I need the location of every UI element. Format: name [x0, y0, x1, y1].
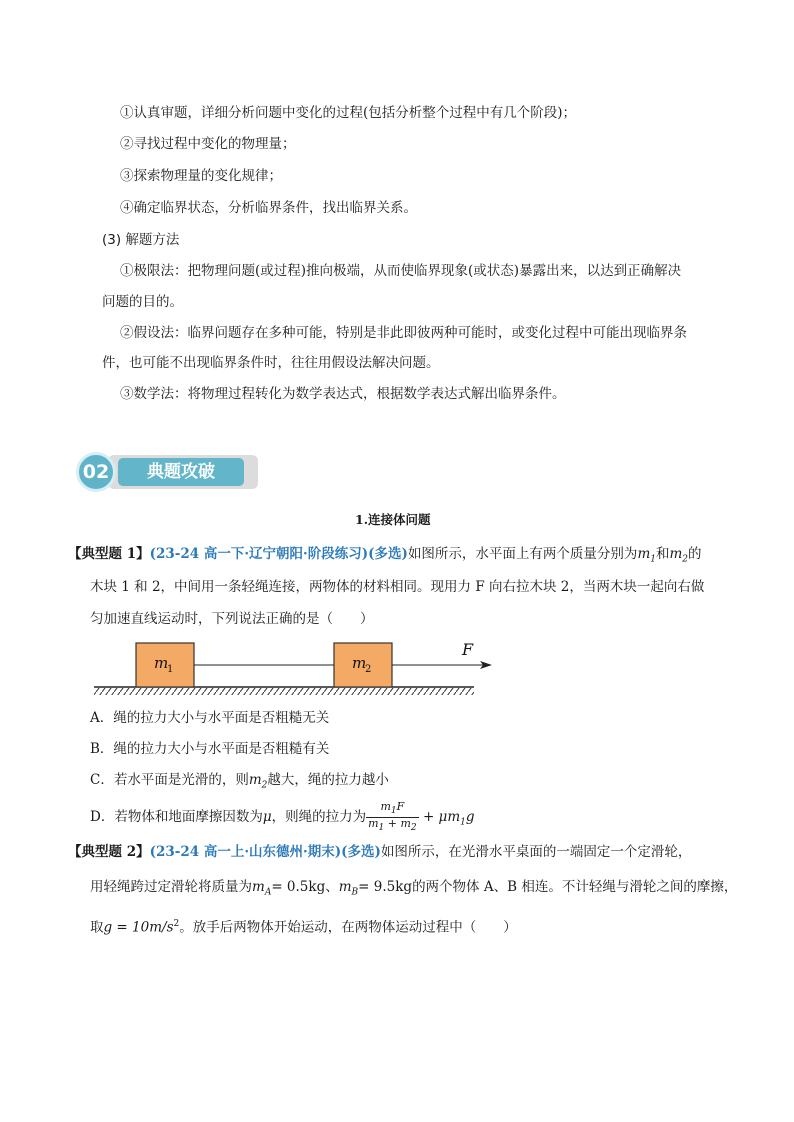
q1-figure	[90, 636, 510, 702]
block-1-sub: 1	[167, 664, 174, 675]
q2-sep: 、	[325, 879, 339, 895]
ground-hatch	[94, 688, 474, 695]
q2-ma-value: = 0.5kg	[271, 879, 326, 895]
section-number: 02	[76, 452, 116, 492]
section-tab	[108, 455, 258, 489]
step-1: ①认真审题，详细分析问题中变化的过程(包括分析整个过程中有几个阶段)；	[120, 105, 577, 121]
q2-line3-b: 。放手后两物体开始运动，在两物体运动过程中（ ）	[179, 919, 517, 936]
step-4: ④确定临界状态，分析临界条件，找出临界关系。	[120, 200, 417, 216]
q1-option-d-tail: + $\mu m_1g$	[418, 809, 475, 828]
q1-text-b: 的	[688, 546, 702, 562]
method-1-line2: 问题的目的。	[102, 294, 183, 310]
q1-line1	[68, 544, 702, 570]
q1-m2: $m_2$	[669, 546, 689, 565]
q1-option-c-b: 越大，绳的拉力越小	[267, 772, 389, 788]
q1-option-c	[90, 770, 389, 796]
step-3: ③探索物理量的变化规律；	[120, 168, 282, 184]
q1-option-c-m2: $m_2$	[248, 772, 268, 791]
block-2-sub: 2	[365, 664, 372, 675]
methods-heading: (3) 解题方法	[102, 232, 180, 248]
q2-type: (多选)	[341, 844, 381, 860]
method-2-line1: ②假设法：临界问题存在多种可能，特别是非此即彼两种可能时，或变化过程中可能出现临界条	[120, 325, 687, 341]
q1-open: 【典型题 1】	[68, 546, 150, 562]
q1-option-d-mu: μ	[262, 809, 272, 825]
q2-line2-a: 用轻绳跨过定滑轮将质量为	[90, 879, 252, 895]
q1-line3: 匀加速直线运动时，下列说法正确的是（ ）	[90, 611, 374, 627]
q2-line1	[68, 842, 691, 862]
method-2-line2: 件，也可能不出现临界条件时，往往用假设法解决问题。	[102, 355, 440, 371]
q2-mb-value: = 9.5kg	[358, 879, 413, 895]
q1-option-d-a: D．若物体和地面摩擦因数为	[90, 809, 263, 825]
block-1-label: m	[154, 654, 169, 672]
q2-mb-symbol: $m_B$	[338, 879, 359, 898]
q2-line2-b: 的两个物体 A、B 相连。不计轻绳与滑轮之间的摩擦，	[412, 879, 738, 895]
method-1-line1: ①极限法：把物理问题(或过程)推向极端，从而使临界现象(或状态)暴露出来，以达到正确解决	[120, 263, 682, 279]
q2-source: (23-24 高一上·山东德州·期末)	[149, 844, 342, 860]
q1-option-c-a: C．若水平面是光滑的，则	[90, 772, 249, 788]
q2-ma-symbol: $m_A$	[252, 879, 272, 898]
method-3: ③数学法：将物理过程转化为数学表达式，根据数学表达式解出临界条件。	[120, 386, 566, 402]
q1-and: 和	[655, 546, 670, 562]
q1-type: (多选)	[368, 546, 408, 562]
q2-line1-text: 如图所示，在光滑水平桌面的一端固定一个定滑轮，	[380, 844, 692, 860]
q1-text-a: 如图所示，水平面上有两个质量分别为	[407, 546, 638, 562]
q1-option-b: B．绳的拉力大小与水平面是否粗糙有关	[90, 741, 330, 757]
q1-option-d-fraction: $\frac{m_1F}{m_1 + m_2}$	[368, 799, 417, 834]
q1-m1: $m_1$	[637, 546, 656, 565]
q1-line2: 木块 1 和 2，中间用一条轻绳连接，两物体的材料相同。现用力 F 向右拉木块 2，当两木块一起向右做	[90, 579, 705, 595]
q2-line3-a: 取	[90, 919, 104, 936]
block-2-label: m	[352, 654, 367, 672]
force-label: F	[462, 640, 474, 659]
q1-option-d-b: ，则绳的拉力为	[271, 809, 367, 825]
q1-option-d	[90, 800, 475, 840]
topic-title: 1.连接体问题	[355, 512, 431, 527]
q1-source: (23-24 高一下·辽宁朝阳·阶段练习)	[149, 546, 369, 562]
q2-g-value: g = 10m/s	[103, 919, 174, 936]
q2-line2	[90, 877, 737, 903]
q2-g-exp: 2	[173, 919, 180, 929]
section-title: 典题攻破	[118, 458, 244, 486]
q1-option-a: A．绳的拉力大小与水平面是否粗糙无关	[90, 710, 330, 726]
section-badge	[76, 452, 258, 494]
step-2: ②寻找过程中变化的物理量；	[120, 136, 296, 152]
q2-open: 【典型题 2】	[68, 844, 150, 860]
q2-line3	[90, 914, 517, 938]
